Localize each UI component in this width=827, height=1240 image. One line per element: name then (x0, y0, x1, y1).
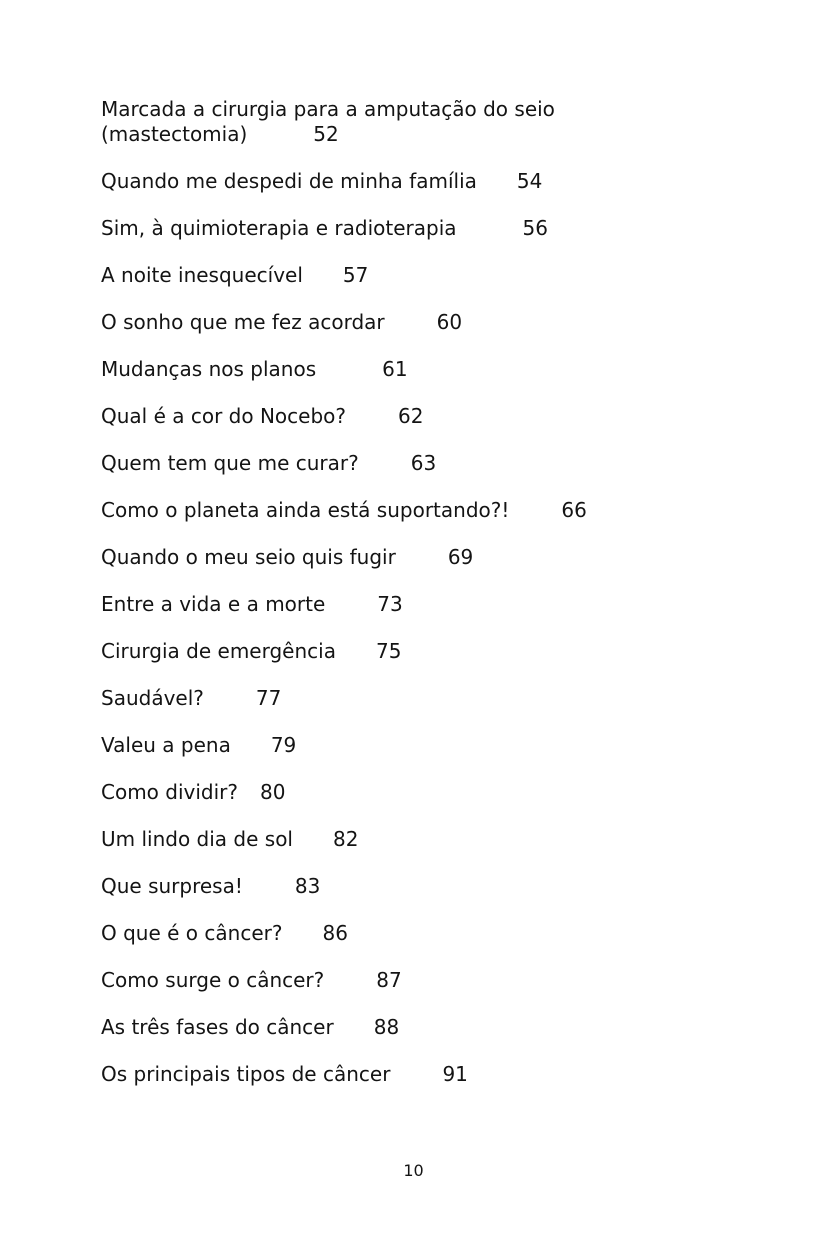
toc-entry (101, 639, 741, 664)
toc-entry-title: Como dividir? (101, 780, 239, 804)
toc-entry-title: Quando o meu seio quis fugir (101, 545, 396, 569)
toc-entry (101, 169, 741, 194)
toc-entry-page-number: 66 (561, 498, 587, 522)
toc-entry (101, 1015, 741, 1040)
toc-entry (101, 310, 741, 335)
toc-entry-page-number: 62 (398, 404, 424, 428)
toc-entry-page-number: 61 (382, 357, 408, 381)
toc-entry-title: Quando me despedi de minha família (101, 169, 477, 193)
toc-entry (101, 263, 741, 288)
toc-entry-page-number: 75 (375, 639, 402, 663)
toc-entry-page-number: 80 (260, 780, 286, 804)
toc-entry-title: Como o planeta ainda está suportando?! (101, 498, 510, 522)
toc-entry-page-number: 63 (410, 451, 437, 475)
toc-entry (101, 1062, 741, 1087)
toc-entry-page-number: 86 (322, 921, 348, 945)
table-of-contents (101, 97, 741, 1109)
toc-entry (101, 968, 741, 993)
toc-entry (101, 97, 741, 147)
toc-entry-page-number: 57 (342, 263, 369, 287)
toc-entry-title: Sim, à quimioterapia e radioterapia (101, 216, 457, 240)
toc-entry-page-number: 83 (294, 874, 321, 898)
toc-entry-title: O que é o câncer? (101, 921, 283, 945)
toc-entry-title: Qual é a cor do Nocebo? (101, 404, 347, 428)
toc-entry-title: Saudável? (101, 686, 204, 710)
toc-entry (101, 545, 741, 570)
toc-entry (101, 874, 741, 899)
toc-entry (101, 827, 741, 852)
toc-entry-title: Como surge o câncer? (101, 968, 325, 992)
toc-entry (101, 733, 741, 758)
toc-entry-page-number: 60 (436, 310, 463, 334)
toc-entry-title: Marcada a cirurgia para a amputação do seio (101, 97, 555, 121)
toc-entry-title: As três fases do câncer (101, 1015, 334, 1039)
toc-entry-title: Os principais tipos de câncer (101, 1062, 391, 1086)
toc-entry-page-number: 79 (270, 733, 297, 757)
toc-entry (101, 216, 741, 241)
toc-entry (101, 921, 741, 946)
toc-entry-title: Entre a vida e a morte (101, 592, 326, 616)
toc-entry-page-number: 87 (376, 968, 402, 992)
toc-entry-page-number: 56 (522, 216, 548, 240)
toc-entry-title: Um lindo dia de sol (101, 827, 293, 851)
toc-entry-page-number: 54 (516, 169, 543, 193)
page-number-footer: 10 (403, 1161, 424, 1180)
toc-entry-page-number: 82 (333, 827, 359, 851)
toc-entry-page-number: 77 (255, 686, 282, 710)
toc-entry-page-number: 91 (442, 1062, 468, 1086)
toc-entry-title: O sonho que me fez acordar (101, 310, 385, 334)
toc-entry-title: A noite inesquecível (101, 263, 303, 287)
toc-entry (101, 451, 741, 476)
toc-entry-page-number: 52 (313, 122, 339, 146)
toc-entry (101, 357, 741, 382)
toc-entry (101, 686, 741, 711)
toc-entry (101, 404, 741, 429)
toc-entry-title: Cirurgia de emergência (101, 639, 336, 663)
toc-entry-page-number: 69 (447, 545, 474, 569)
toc-entry-page-number: 88 (373, 1015, 400, 1039)
toc-entry-title: Que surpresa! (101, 874, 243, 898)
toc-entry-title: Mudanças nos planos (101, 357, 317, 381)
toc-entry (101, 592, 741, 617)
toc-entry-title: Quem tem que me curar? (101, 451, 359, 475)
toc-entry-title: Valeu a pena (101, 733, 231, 757)
toc-entry (101, 780, 741, 805)
toc-entry-page-number: 73 (377, 592, 403, 616)
toc-entry (101, 498, 741, 523)
toc-entry-title-continued: (mastectomia) (101, 122, 248, 146)
